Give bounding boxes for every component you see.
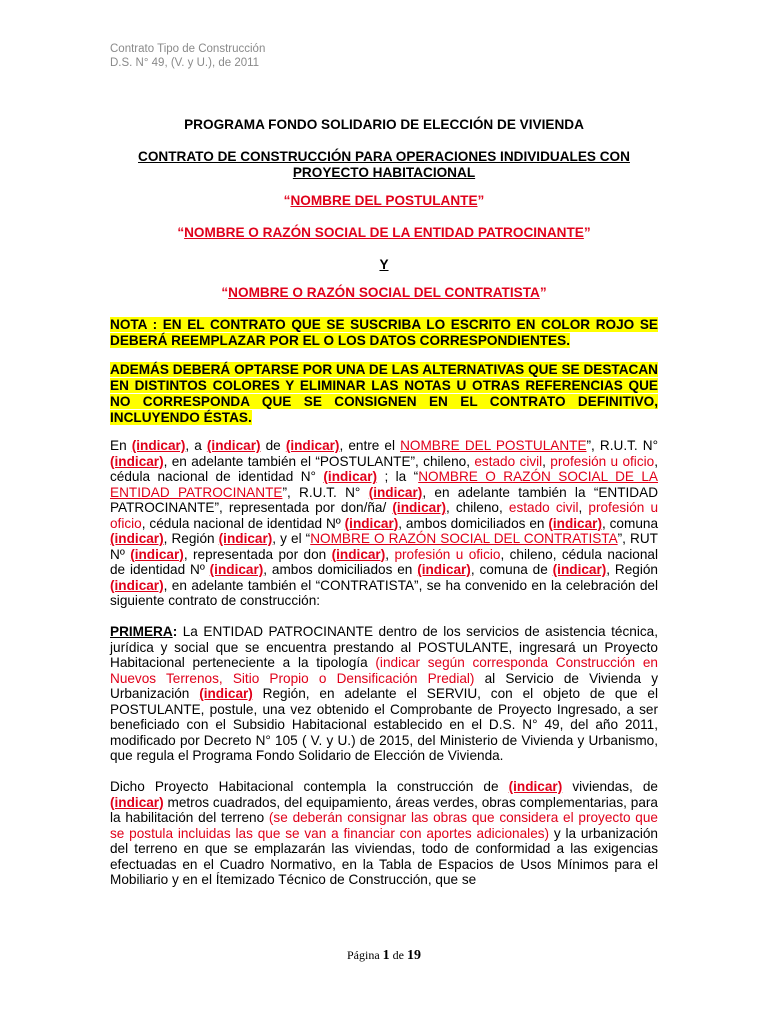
page-number: 1 <box>382 948 390 963</box>
entidad-heading: “NOMBRE O RAZÓN SOCIAL DE LA ENTIDAD PATROCINANTE” <box>177 225 591 240</box>
contratista-name: NOMBRE O RAZÓN SOCIAL DEL CONTRATISTA <box>228 285 540 300</box>
program-title: PROGRAMA FONDO SOLIDARIO DE ELECCIÓN DE VIVIENDA <box>184 117 584 132</box>
page-footer: Página 1 de 19 <box>347 948 421 963</box>
entidad-name: NOMBRE O RAZÓN SOCIAL DE LA ENTIDAD PATROCINANTE <box>184 225 584 240</box>
clause-primera-label: PRIMERA <box>110 624 173 639</box>
postulante-name: NOMBRE DEL POSTULANTE <box>290 193 478 208</box>
parties-paragraph: En (indicar), a (indicar) de (indicar), entre el NOMBRE DEL POSTULANTE”, R.U.T. N° (indicar), en adelante también el “POSTULANTE”, chileno, estado civil, profesión u oficio, cédula nacional de identidad N° (indicar) ; la “NOMBRE O RAZÓN SOCIAL DE LA ENTIDAD PATROCINANTE”, R.U.T. N° (indicar), en adelante también la “ENTIDAD PATROCINANTE”, representada por don/ña/ (indicar), chileno, estado civil, profesión u oficio, cédula nacional de identidad Nº (indicar), ambos domiciliados en (indicar), comuna (indicar), Región (indicar), y el “NOMBRE O RAZÓN SOCIAL DEL CONTRATISTA”, RUT Nº (indicar), representada por don (indicar), profesión u oficio, chileno, cédula nacional de identidad Nº (indicar), ambos domiciliados en (indicar), comuna de (indicar), Región (indicar), en adelante también el “CONTRATISTA”, se ha convenido en la celebración del siguiente contrato de construcción: <box>110 438 659 608</box>
clause-primera: PRIMERA: La ENTIDAD PATROCINANTE dentro de los servicios de asistencia técnica, jurídica y social que se encuentra prestando al POSTULANTE, ingresará un Proyecto Habitacional perteneciente a la tipología (indicar según corresponda Construcción en Nuevos Terrenos, Sitio Propio o Densificación Predial) al Servicio de Vivienda y Urbanización (indicar) Región, en adelante el SERVIU, con el objeto de que el POSTULANTE, postule, una vez obtenido el Comprobante de Proyecto Ingresado, a ser beneficiado con el Subsidio Habitacional establecido en el D.S. N° 49, del año 2011, modificado por Decreto N° 105 ( V. y U.) de 2015, del Ministerio de Vivienda y Urbanismo, que regula el Programa Fondo Solidario de Elección de Vivienda. <box>110 624 658 763</box>
project-paragraph: Dicho Proyecto Habitacional contempla la construcción de (indicar) viviendas, de (indicar) metros cuadrados, del equipamiento, áreas verdes, obras complementarias, para la habilitación del terreno (se deberán consignar las obras que considera el proyecto que se postula incluidas las que se van a financiar con aportes adicionales) y la urbanización del terreno en que se emplazarán las viviendas, todo de conformidad a las exigencias efectuadas en el Cuadro Normativo, en la Tabla de Espacios de Usos Mínimos para el Mobiliario y en el Ítemizado Técnico de Construcción, que se <box>110 779 658 887</box>
postulante-heading: “NOMBRE DEL POSTULANTE” <box>283 193 485 208</box>
document-header <box>110 42 265 70</box>
contratista-heading: “NOMBRE O RAZÓN SOCIAL DEL CONTRATISTA” <box>221 285 547 300</box>
header-line-1: Contrato Tipo de Construcción <box>110 43 266 55</box>
header-line-2: D.S. N° 49, (V. y U.), de 2011 <box>110 57 260 69</box>
note-red-text: NOTA : EN EL CONTRATO QUE SE SUSCRIBA LO ESCRITO EN COLOR ROJO SE DEBERÁ REEMPLAZAR POR EL O LOS DATOS CORRESPONDIENTES. <box>110 317 658 348</box>
and-separator: Y <box>379 257 389 272</box>
page-total: 19 <box>407 948 421 963</box>
contract-body <box>110 438 658 903</box>
contract-title: CONTRATO DE CONSTRUCCIÓN PARA OPERACIONES INDIVIDUALES CON PROYECTO HABITACIONAL <box>138 149 630 180</box>
note-alternatives: ADEMÁS DEBERÁ OPTARSE POR UNA DE LAS ALTERNATIVAS QUE SE DESTACAN EN DISTINTOS COLORES Y ELIMINAR LAS NOTAS U OTRAS REFERENCIAS QUE NO CORRESPONDA QUE SE CONSIGNEN EN EL CONTRATO DEFINITIVO, INCLUYENDO ÉSTAS. <box>110 362 658 425</box>
